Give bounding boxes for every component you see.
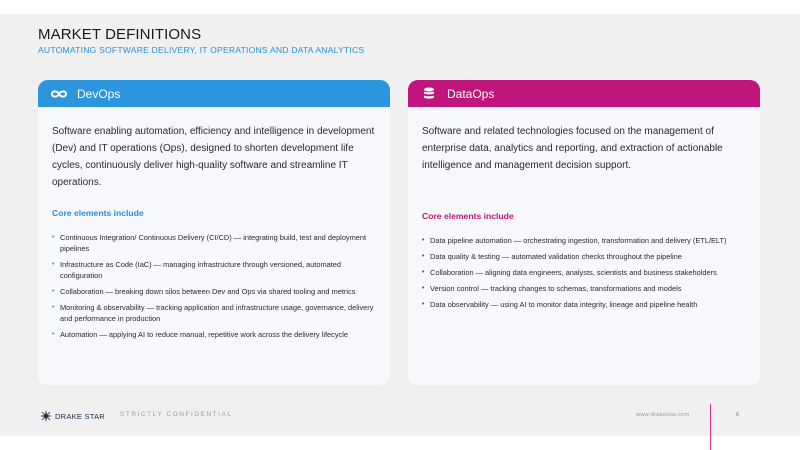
- database-icon: [420, 87, 438, 101]
- bullet-dot-icon: •: [422, 285, 425, 292]
- page-subtitle: AUTOMATING SOFTWARE DELIVERY, IT OPERATIONS AND DATA ANALYTICS: [38, 45, 365, 55]
- list-item: • Version control — tracking changes to schemas, transformations and models: [422, 284, 682, 293]
- dataops-description: Software and related technologies focused on the management of enterprise data, analytics and reporting, and extraction of actionable intelligence and management decision support.: [422, 126, 723, 171]
- list-item: • Monitoring & observability — tracking application and infrastructure usage, governance, delivery and performance in production: [52, 303, 374, 323]
- bullet-dot-icon: •: [52, 331, 55, 338]
- list-item: • Data pipeline automation — orchestrating ingestion, transformation and delivery (ETL/ELT): [422, 236, 727, 245]
- devops-bullet-list: [52, 232, 376, 340]
- page-title: MARKET DEFINITIONS: [38, 26, 202, 43]
- infinity-icon: [50, 87, 68, 101]
- footer-divider: [710, 404, 711, 450]
- devops-card-header: [38, 80, 390, 107]
- devops-core-heading: Core elements include: [52, 208, 144, 218]
- devops-card-title: DevOps: [77, 86, 121, 101]
- bullet-dot-icon: •: [52, 261, 55, 268]
- dataops-bullet-list: [422, 235, 746, 310]
- bullet-dot-icon: •: [52, 288, 55, 295]
- dataops-card-title: DataOps: [447, 86, 495, 101]
- list-item: • Continuous Integration/ Continuous Delivery (CI/CD) — integrating build, test and deployment pipelines: [52, 233, 367, 253]
- list-item: • Collaboration — aligning data engineers, analysts, scientists and business stakeholders: [422, 268, 717, 277]
- dataops-card: [408, 80, 760, 385]
- devops-description: Software enabling automation, efficiency and intelligence in development (Dev) and IT operations (Ops), designed to shorten development life cycles, continuously deliver high-quality software and streamline IT operations.: [52, 126, 375, 188]
- list-item: • Data observability — using AI to monitor data integrity, lineage and pipeline health: [422, 300, 698, 309]
- dataops-core-heading: Core elements include: [422, 211, 514, 221]
- devops-card: [38, 80, 390, 385]
- bullet-dot-icon: •: [422, 301, 425, 308]
- list-item: • Data quality & testing — automated validation checks throughout the pipeline: [422, 252, 682, 261]
- dataops-card-header: [408, 80, 760, 107]
- bullet-dot-icon: •: [52, 304, 55, 311]
- logo-text: DRAKE STAR: [55, 411, 105, 421]
- drake-star-logo: [40, 410, 105, 422]
- top-band: [0, 0, 800, 14]
- star-logo-icon: [40, 410, 52, 422]
- confidential-label: STRICTLY CONFIDENTIAL: [120, 411, 233, 418]
- list-item: • Infrastructure as Code (IaC) — managing infrastructure through versioned, automated configuration: [52, 260, 341, 280]
- list-item: • Automation — applying AI to reduce manual, repetitive work across the delivery lifecycle: [52, 330, 348, 339]
- website-link[interactable]: www.drakestar.com: [636, 412, 690, 418]
- bullet-dot-icon: •: [422, 237, 425, 244]
- bullet-dot-icon: •: [52, 234, 55, 241]
- bullet-dot-icon: •: [422, 253, 425, 260]
- page-number: 6: [736, 412, 740, 418]
- bullet-dot-icon: •: [422, 269, 425, 276]
- list-item: • Collaboration — breaking down silos between Dev and Ops via shared tooling and metrics: [52, 287, 356, 296]
